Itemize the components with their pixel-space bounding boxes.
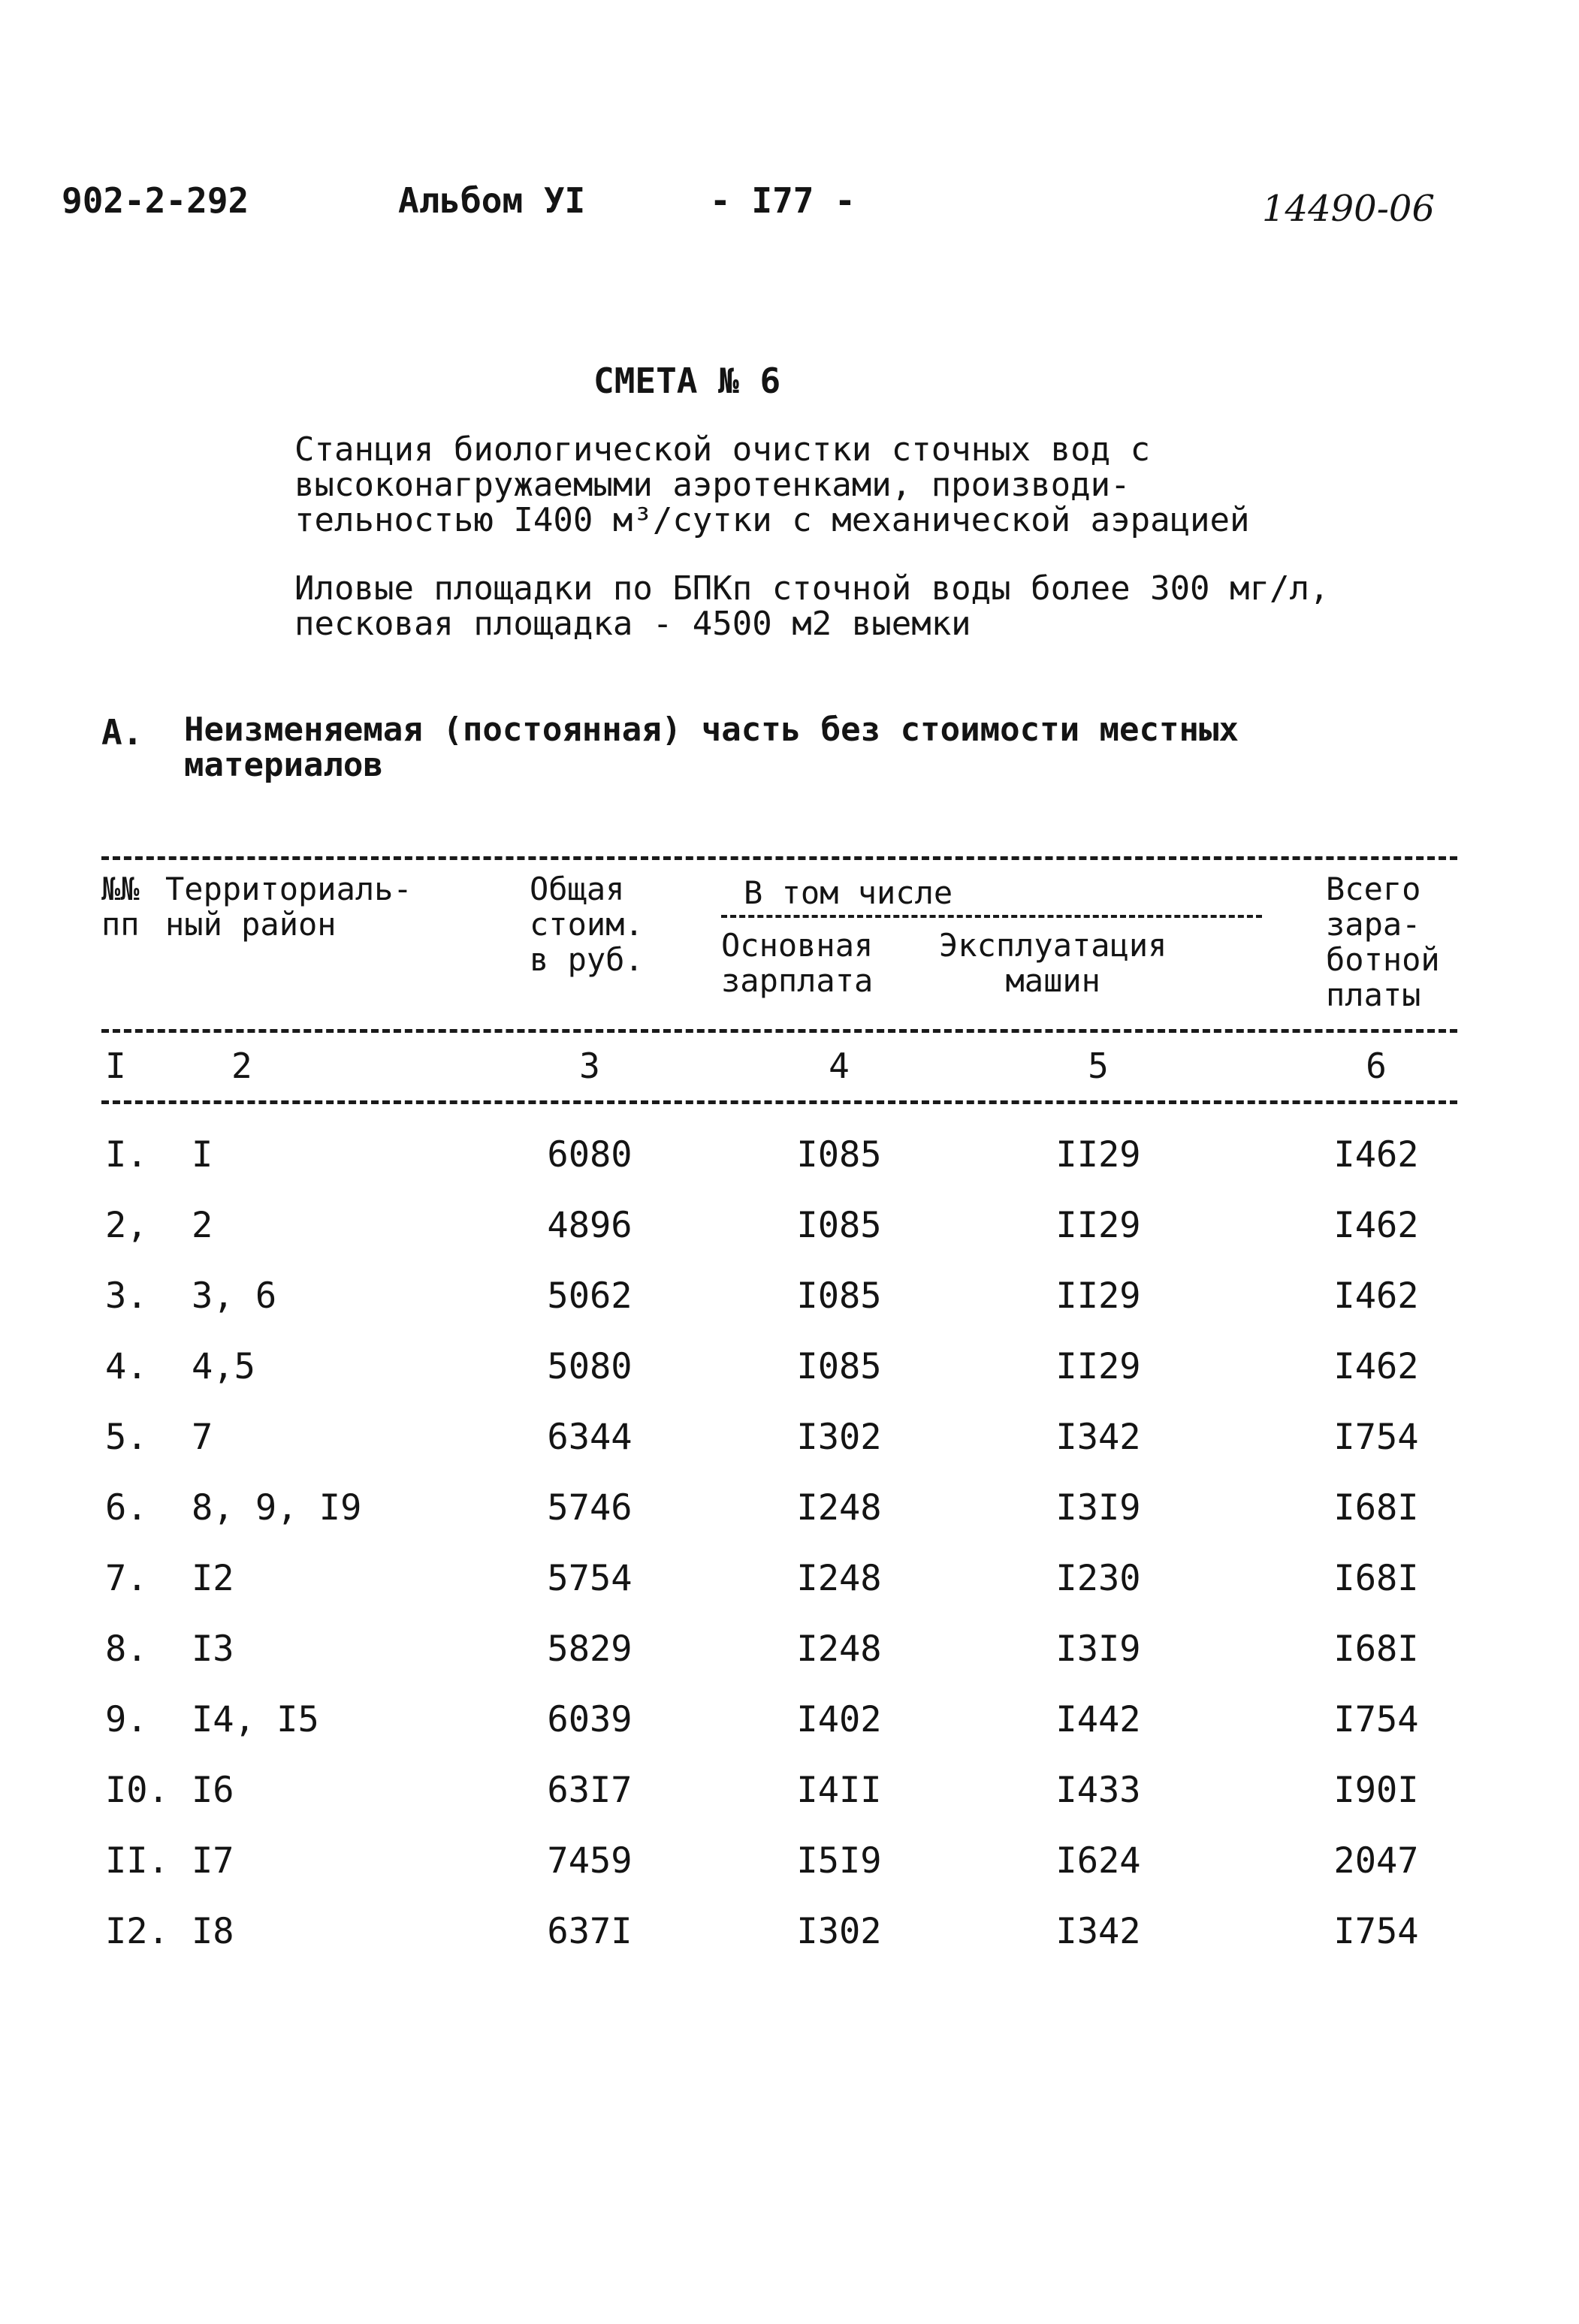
total-wage-cell: I68I [1333, 1628, 1419, 1670]
machine-operation-cell: II29 [1055, 1205, 1141, 1246]
header-region: Территориаль- ный район [165, 871, 412, 943]
total-cost-cell: 5829 [547, 1628, 633, 1670]
base-wage-cell: I248 [796, 1487, 882, 1529]
section-heading: Неизменяемая (постоянная) часть без стоимости местных материалов [184, 711, 1239, 784]
row-number: II. [105, 1840, 169, 1882]
column-numbers-rule [101, 1100, 1457, 1104]
column-number-3: 3 [579, 1046, 600, 1086]
table-row [0, 1840, 1579, 1900]
base-wage-cell: I248 [796, 1628, 882, 1670]
row-number: I. [105, 1134, 148, 1176]
total-cost-cell: 7459 [547, 1840, 633, 1882]
base-wage-cell: I5I9 [796, 1840, 882, 1882]
machine-operation-cell: I230 [1055, 1558, 1141, 1599]
table-row [0, 1770, 1579, 1830]
machine-operation-cell: I342 [1055, 1417, 1141, 1458]
table-row [0, 1134, 1579, 1194]
row-number: 2, [105, 1205, 148, 1246]
total-cost-cell: 6039 [547, 1699, 633, 1740]
table-row [0, 1911, 1579, 1971]
machine-operation-cell: I3I9 [1055, 1628, 1141, 1670]
base-wage-cell: I248 [796, 1558, 882, 1599]
region-cell: I2 [192, 1558, 234, 1599]
total-wage-cell: I68I [1333, 1487, 1419, 1529]
region-cell: 2 [192, 1205, 213, 1246]
column-number-6: 6 [1366, 1046, 1387, 1086]
total-wage-cell: I462 [1333, 1346, 1419, 1387]
total-wage-cell: I462 [1333, 1275, 1419, 1317]
machine-operation-cell: II29 [1055, 1134, 1141, 1176]
total-cost-cell: 5746 [547, 1487, 633, 1529]
total-wage-cell: I462 [1333, 1134, 1419, 1176]
total-cost-cell: 4896 [547, 1205, 633, 1246]
row-number: 3. [105, 1275, 148, 1317]
region-cell: 7 [192, 1417, 213, 1458]
row-number: 4. [105, 1346, 148, 1387]
handwritten-number: 14490-06 [1262, 188, 1435, 230]
total-wage-cell: I90I [1333, 1770, 1419, 1811]
region-cell: I4, I5 [192, 1699, 319, 1740]
column-number-4: 4 [829, 1046, 850, 1086]
base-wage-cell: I402 [796, 1699, 882, 1740]
column-number-1: I [105, 1046, 126, 1086]
machine-operation-cell: II29 [1055, 1346, 1141, 1387]
base-wage-cell: I085 [796, 1346, 882, 1387]
machine-operation-cell: I342 [1055, 1911, 1141, 1952]
row-number: 9. [105, 1699, 148, 1740]
table-row [0, 1699, 1579, 1759]
machine-operation-cell: I442 [1055, 1699, 1141, 1740]
machine-operation-cell: I433 [1055, 1770, 1141, 1811]
base-wage-cell: I302 [796, 1911, 882, 1952]
base-wage-cell: I085 [796, 1275, 882, 1317]
header-total-wage: Всего зара- ботной платы [1326, 871, 1440, 1013]
machine-operation-cell: II29 [1055, 1275, 1141, 1317]
region-cell: I6 [192, 1770, 234, 1811]
document-title: СМЕТА № 6 [593, 361, 781, 401]
row-number: I0. [105, 1770, 169, 1811]
table-row [0, 1417, 1579, 1477]
table-top-rule [101, 856, 1457, 860]
region-cell: I7 [192, 1840, 234, 1882]
table-row [0, 1628, 1579, 1689]
base-wage-cell: I302 [796, 1417, 882, 1458]
album-label: Альбом УI [398, 180, 586, 221]
section-letter: А. [101, 712, 143, 753]
header-including: В том числе [744, 874, 953, 911]
region-cell: 3, 6 [192, 1275, 277, 1317]
total-wage-cell: 2047 [1333, 1840, 1419, 1882]
region-cell: 8, 9, I9 [192, 1487, 362, 1529]
object-description: Станция биологической очистки сточных вод с высоконагружаемыми аэротенками, производи- тельностью I400 м³/сутки с механической аэрацией [294, 430, 1250, 539]
table-row [0, 1275, 1579, 1336]
table-row [0, 1487, 1579, 1547]
table-row [0, 1205, 1579, 1265]
total-wage-cell: I754 [1333, 1417, 1419, 1458]
header-row-number: №№ пп [101, 871, 140, 943]
total-wage-cell: I754 [1333, 1911, 1419, 1952]
region-cell: I3 [192, 1628, 234, 1670]
total-cost-cell: 5080 [547, 1346, 633, 1387]
header-total-cost: Общая стоим. в руб. [530, 871, 644, 978]
total-cost-cell: 63I7 [547, 1770, 633, 1811]
total-wage-cell: I462 [1333, 1205, 1419, 1246]
base-wage-cell: I4II [796, 1770, 882, 1811]
machine-operation-cell: I624 [1055, 1840, 1141, 1882]
row-number: I2. [105, 1911, 169, 1952]
total-cost-cell: 6080 [547, 1134, 633, 1176]
header-machine-operation: Эксплуатация машин [939, 927, 1167, 999]
row-number: 5. [105, 1417, 148, 1458]
header-bottom-rule [101, 1029, 1457, 1033]
table-row [0, 1558, 1579, 1618]
row-number: 6. [105, 1487, 148, 1529]
row-number: 7. [105, 1558, 148, 1599]
machine-operation-cell: I3I9 [1055, 1487, 1141, 1529]
column-number-2: 2 [231, 1046, 252, 1086]
region-cell: I [192, 1134, 213, 1176]
total-cost-cell: 6344 [547, 1417, 633, 1458]
base-wage-cell: I085 [796, 1205, 882, 1246]
total-cost-cell: 5754 [547, 1558, 633, 1599]
subheader-rule [721, 915, 1262, 918]
conditions-note: Иловые площадки по БПКп сточной воды более 300 мг/л, песковая площадка - 4500 м2 выемки [294, 569, 1330, 643]
total-wage-cell: I68I [1333, 1558, 1419, 1599]
row-number: 8. [105, 1628, 148, 1670]
total-wage-cell: I754 [1333, 1699, 1419, 1740]
region-cell: 4,5 [192, 1346, 255, 1387]
total-cost-cell: 637I [547, 1911, 633, 1952]
total-cost-cell: 5062 [547, 1275, 633, 1317]
column-number-5: 5 [1088, 1046, 1109, 1086]
base-wage-cell: I085 [796, 1134, 882, 1176]
document-code: 902-2-292 [62, 180, 249, 221]
page-number: - I77 - [710, 180, 856, 221]
header-base-wage: Основная зарплата [721, 927, 874, 999]
region-cell: I8 [192, 1911, 234, 1952]
table-row [0, 1346, 1579, 1406]
